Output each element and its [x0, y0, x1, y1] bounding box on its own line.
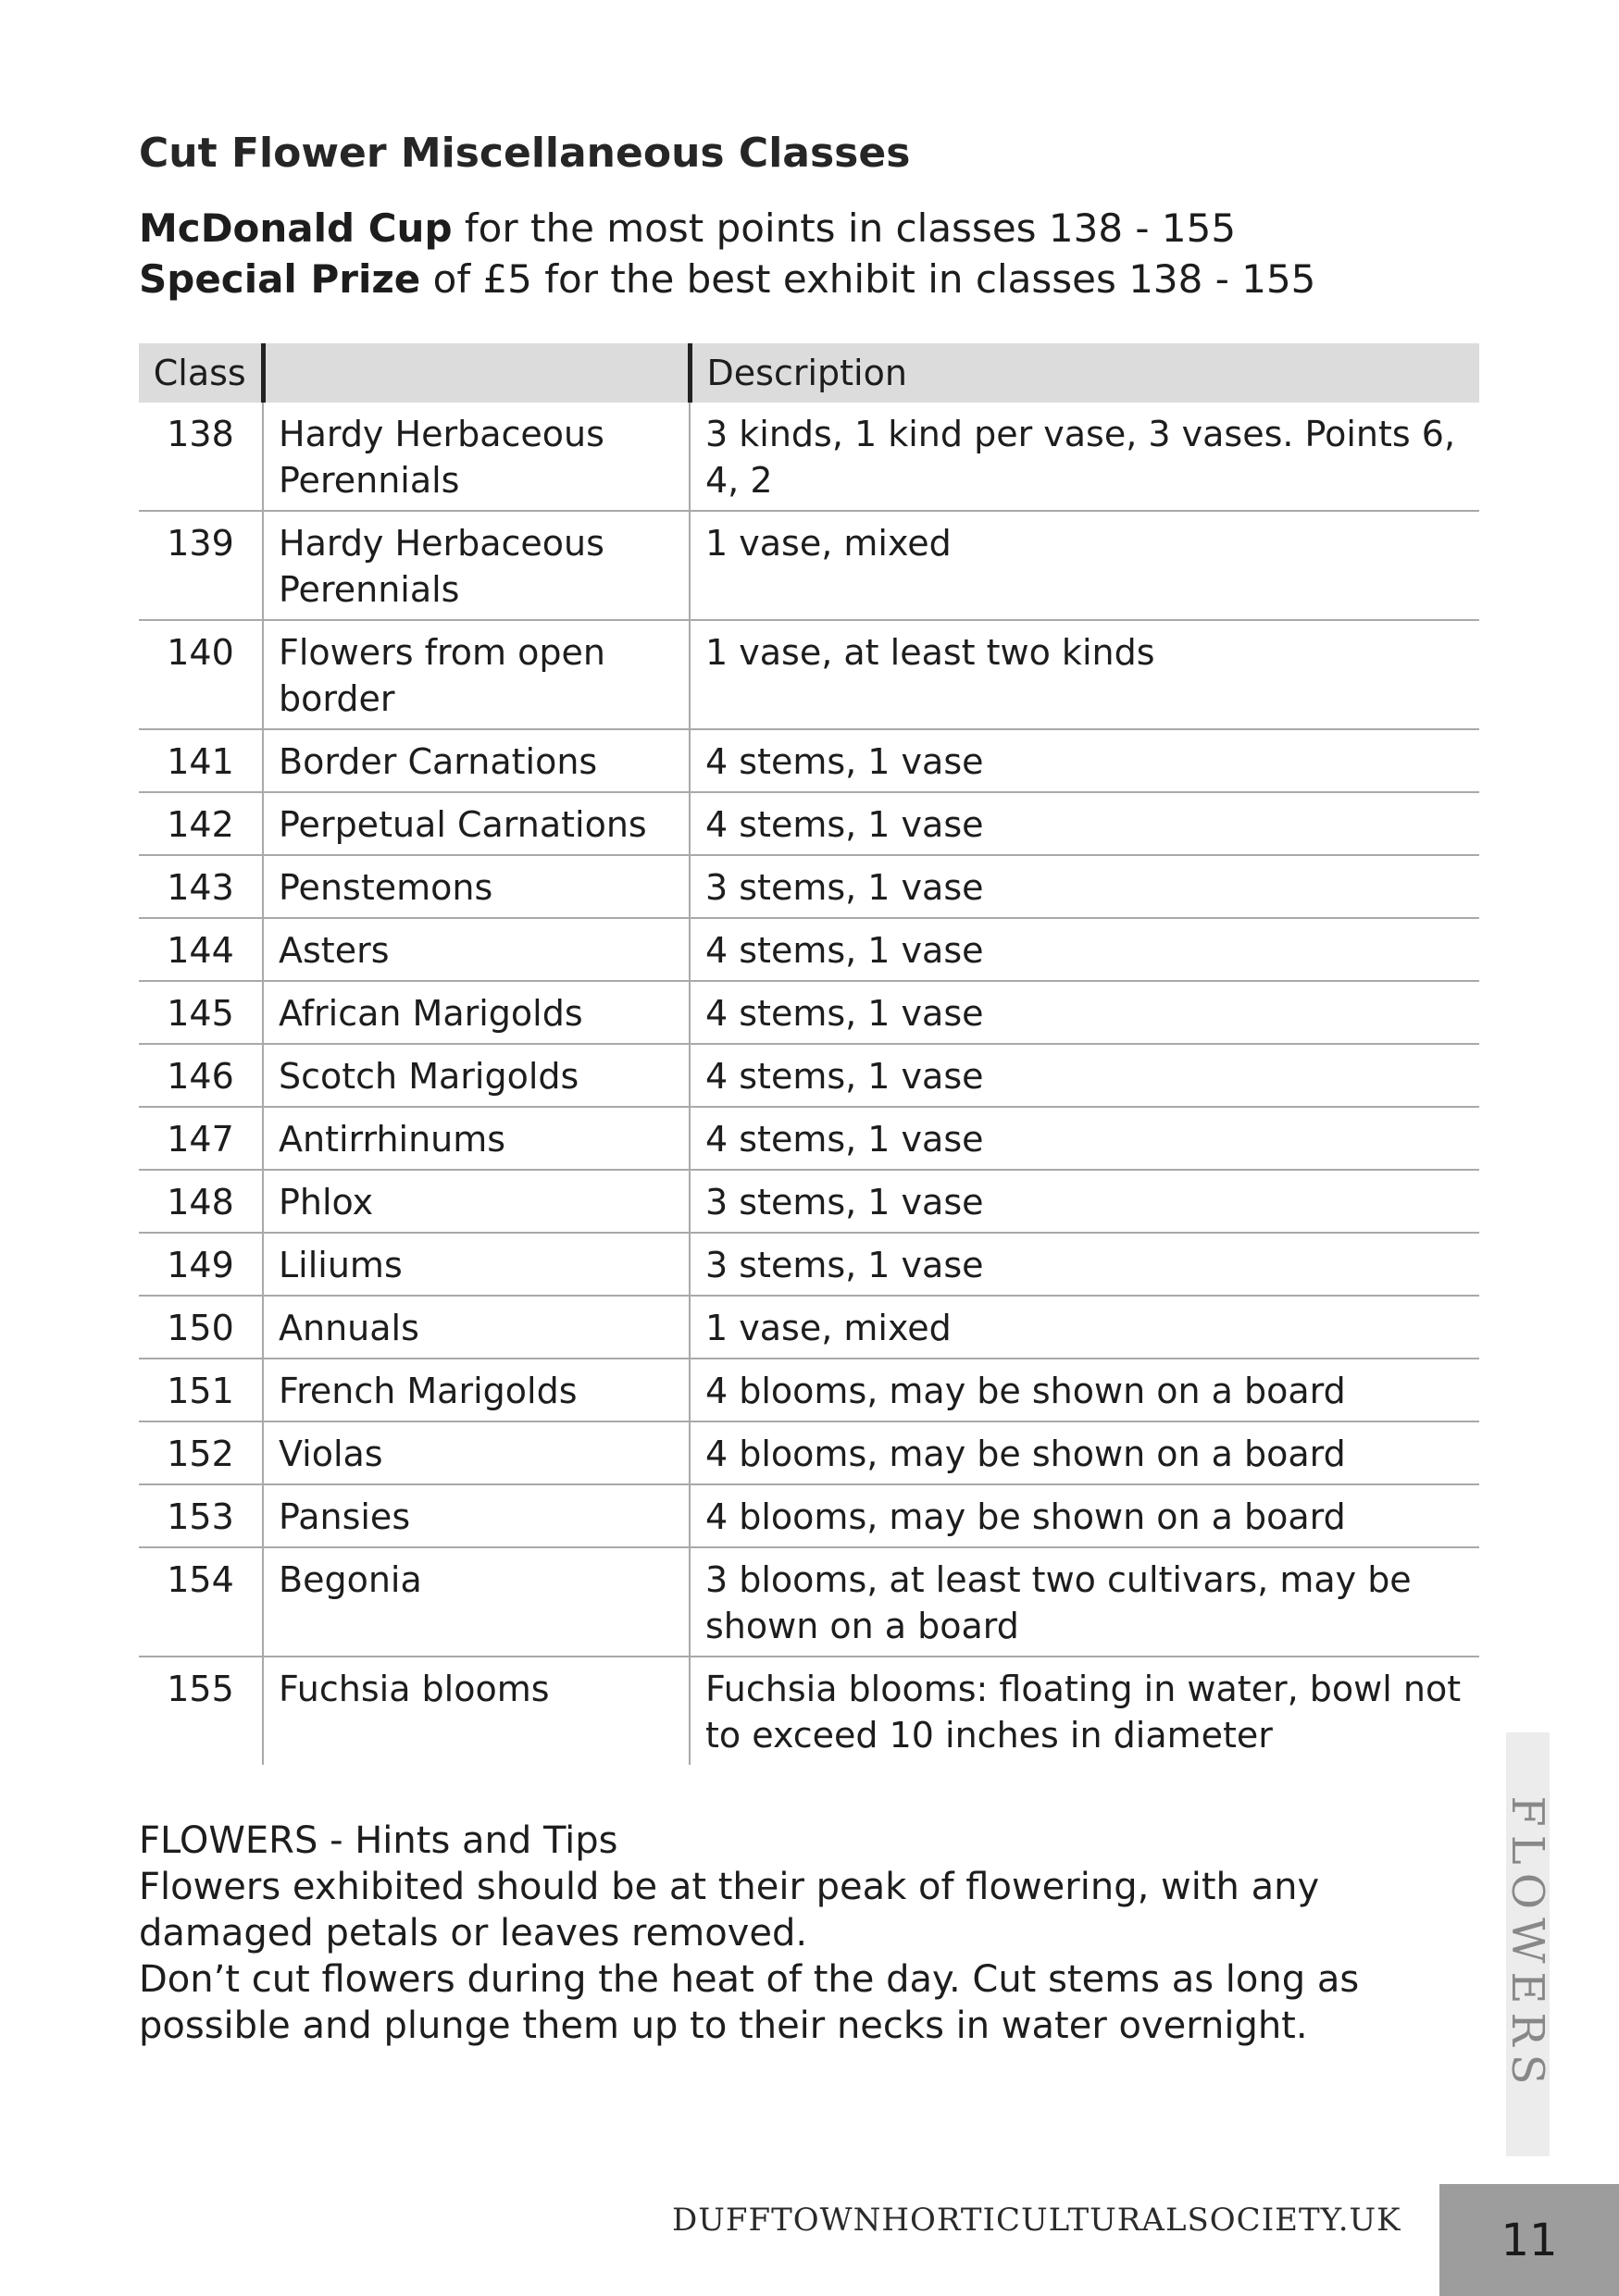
table-body [139, 403, 1479, 1765]
class-description: 3 stems, 1 vase [690, 1170, 1479, 1233]
tips-paragraph: Don’t cut flowers during the heat of the day. Cut stems as long as possible and plunge them up to their necks in water overnight. [139, 1958, 1360, 2047]
class-name: French Marigolds [263, 1359, 690, 1421]
table-row [139, 1233, 1479, 1296]
class-number: 147 [139, 1107, 263, 1170]
class-name: Phlox [263, 1170, 690, 1233]
class-number: 138 [139, 403, 263, 511]
class-name: Begonia [263, 1547, 690, 1657]
hints-and-tips [139, 1818, 1453, 2049]
header-description: Description [690, 343, 1479, 403]
class-number: 149 [139, 1233, 263, 1296]
class-number: 148 [139, 1170, 263, 1233]
table-row [139, 1547, 1479, 1657]
award-mcdonald-cup [139, 205, 1236, 251]
table-row [139, 1296, 1479, 1359]
class-name: Asters [263, 918, 690, 981]
table-row [139, 918, 1479, 981]
award-name: McDonald Cup [139, 205, 453, 251]
class-number: 151 [139, 1359, 263, 1421]
table-row [139, 1484, 1479, 1547]
class-description: 4 stems, 1 vase [690, 792, 1479, 855]
award-special-prize [139, 256, 1315, 302]
table-header-row [139, 343, 1479, 403]
class-description: 1 vase, at least two kinds [690, 620, 1479, 729]
table-row [139, 855, 1479, 918]
class-name: Hardy Herbaceous Perennials [263, 403, 690, 511]
tips-heading: FLOWERS - Hints and Tips [139, 1819, 618, 1862]
table-row [139, 1359, 1479, 1421]
class-description: 4 stems, 1 vase [690, 1044, 1479, 1107]
class-description: 1 vase, mixed [690, 1296, 1479, 1359]
footer-website: DUFFTOWNHORTICULTURALSOCIETY.UK [672, 2202, 1401, 2239]
class-name: Penstemons [263, 855, 690, 918]
class-description: 4 stems, 1 vase [690, 981, 1479, 1044]
award-text: for the most points in classes 138 - 155 [452, 205, 1237, 251]
table-row [139, 1657, 1479, 1765]
table-row [139, 1044, 1479, 1107]
class-description: 3 blooms, at least two cultivars, may be shown on a board [690, 1547, 1479, 1657]
class-description: 3 stems, 1 vase [690, 1233, 1479, 1296]
award-text: of £5 for the best exhibit in classes 138 - 155 [420, 256, 1316, 302]
section-tab-label: FLOWERS [1501, 1795, 1553, 2093]
table-row [139, 620, 1479, 729]
class-number: 154 [139, 1547, 263, 1657]
class-number: 146 [139, 1044, 263, 1107]
class-number: 142 [139, 792, 263, 855]
class-number: 150 [139, 1296, 263, 1359]
class-number: 143 [139, 855, 263, 918]
class-number: 139 [139, 511, 263, 620]
table-row [139, 729, 1479, 792]
class-name: African Marigolds [263, 981, 690, 1044]
class-number: 145 [139, 981, 263, 1044]
table-row [139, 792, 1479, 855]
table-row [139, 511, 1479, 620]
class-description: Fuchsia blooms: floating in water, bowl not to exceed 10 inches in diameter [705, 1669, 1462, 1756]
class-description: 4 blooms, may be shown on a board [690, 1421, 1479, 1484]
class-number: 140 [139, 620, 263, 729]
table-row [139, 981, 1479, 1044]
table-row [139, 1170, 1479, 1233]
tips-paragraph: Flowers exhibited should be at their peak of flowering, with any damaged petals or leaves removed. [139, 1866, 1320, 1955]
page-title: Cut Flower Miscellaneous Classes [139, 130, 911, 177]
class-description: 1 vase, mixed [690, 511, 1479, 620]
class-description: 3 stems, 1 vase [690, 855, 1479, 918]
class-description: 4 stems, 1 vase [690, 918, 1479, 981]
class-name: Border Carnations [263, 729, 690, 792]
class-number: 155 [139, 1657, 263, 1765]
class-description: 4 stems, 1 vase [690, 729, 1479, 792]
page-number: 11 [1501, 2214, 1558, 2266]
class-name: Fuchsia blooms [263, 1657, 690, 1765]
class-name: Antirrhinums [263, 1107, 690, 1170]
class-name: Liliums [263, 1233, 690, 1296]
class-description: 4 blooms, may be shown on a board [690, 1359, 1479, 1421]
class-number: 144 [139, 918, 263, 981]
class-name: Annuals [263, 1296, 690, 1359]
class-name: Flowers from open border [263, 620, 690, 729]
class-name: Pansies [263, 1484, 690, 1547]
class-name: Scotch Marigolds [263, 1044, 690, 1107]
table-row [139, 1107, 1479, 1170]
class-name: Violas [263, 1421, 690, 1484]
classes-table [139, 343, 1479, 1765]
class-description: 4 stems, 1 vase [690, 1107, 1479, 1170]
header-blank [263, 343, 690, 403]
header-class: Class [139, 343, 263, 403]
class-description: 4 blooms, may be shown on a board [690, 1484, 1479, 1547]
class-name: Hardy Herbaceous Perennials [263, 511, 690, 620]
class-description: 3 kinds, 1 kind per vase, 3 vases. Points 6, 4, 2 [690, 403, 1479, 511]
class-number: 153 [139, 1484, 263, 1547]
table-row [139, 1421, 1479, 1484]
class-number: 152 [139, 1421, 263, 1484]
page-number-box [1439, 2184, 1619, 2296]
award-name: Special Prize [139, 256, 421, 302]
table-row [139, 403, 1479, 511]
class-name: Perpetual Carnations [263, 792, 690, 855]
class-number: 141 [139, 729, 263, 792]
